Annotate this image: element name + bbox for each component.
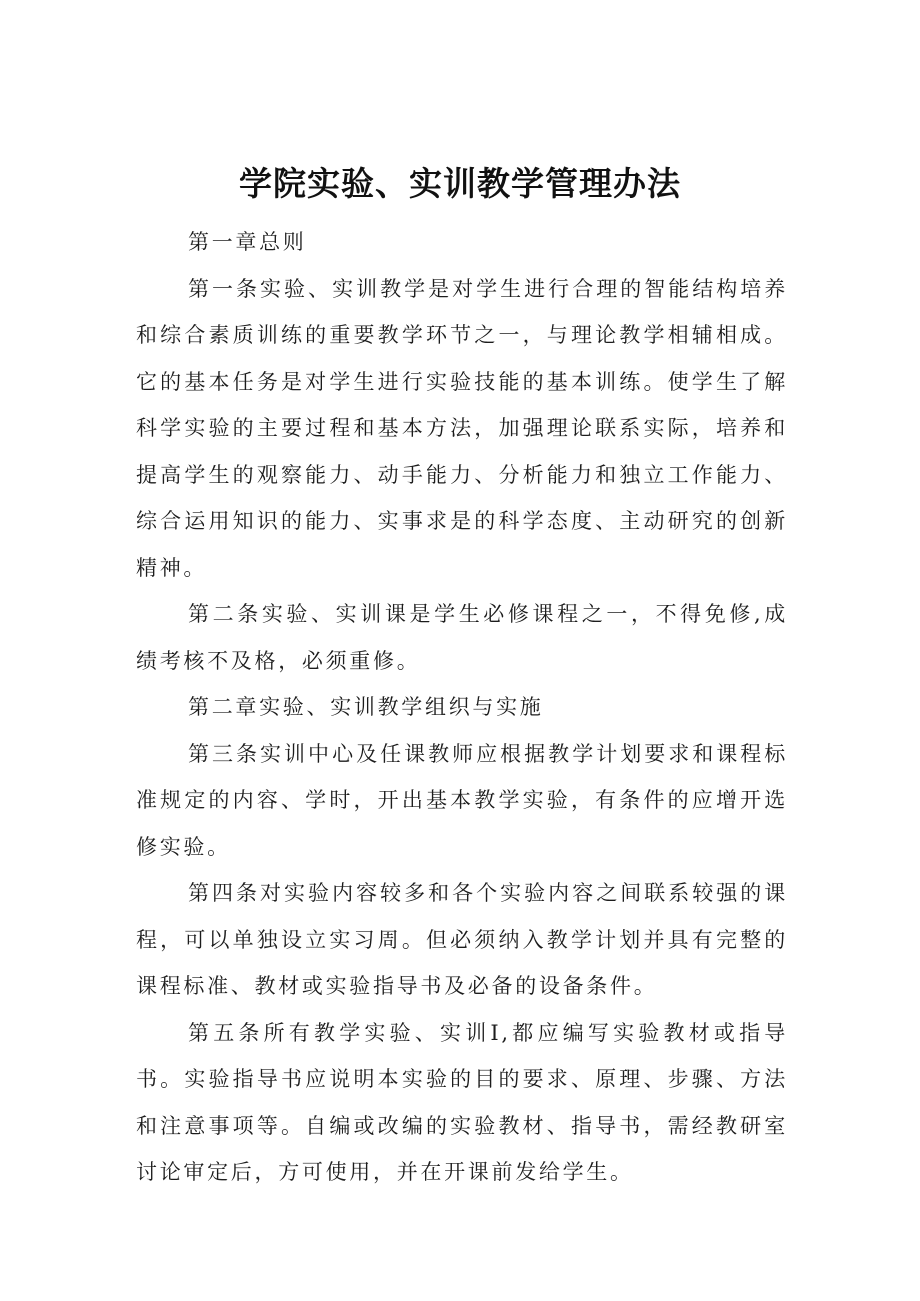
article-paragraph: 第四条对实验内容较多和各个实验内容之间联系较强的课程，可以单独设立实习周。但必须纳入教学计划并具有完整的课程标准、教材或实验指导书及必备的设备条件。 bbox=[136, 881, 788, 998]
article-paragraph: 第五条所有教学实验、实训I,都应编写实验教材或指导书。实验指导书应说明本实验的目的要求、原理、步骤、方法和注意事项等。自编或改编的实验教材、指导书，需经教研室讨论审定后，方可使用，并在开课前发给学生。 bbox=[136, 1020, 788, 1184]
chapter-heading: 第二章实验、实训教学组织与实施 bbox=[188, 695, 544, 719]
article-paragraph: 第三条实训中心及任课教师应根据教学计划要求和课程标准规定的内容、学时，开出基本教学实验，有条件的应增开选修实验。 bbox=[136, 741, 788, 859]
chapter-heading: 第一章总则 bbox=[188, 230, 307, 254]
document-body bbox=[136, 219, 788, 1196]
document-title: 学院实验、实训教学管理办法 bbox=[239, 164, 681, 204]
article-paragraph: 第一条实验、实训教学是对学生进行合理的智能结构培养和综合素质训练的重要教学环节之一，与理论教学相辅相成。它的基本任务是对学生进行实验技能的基本训练。使学生了解科学实验的主要过程和基本方法，加强理论联系实际，培养和提高学生的观察能力、动手能力、分析能力和独立工作能力、综合运用知识的能力、实事求是的科学态度、主动研究的创新精神。 bbox=[136, 276, 788, 580]
article-paragraph: 第二条实验、实训课是学生必修课程之一，不得免修,成绩考核不及格，必须重修。 bbox=[136, 602, 788, 673]
